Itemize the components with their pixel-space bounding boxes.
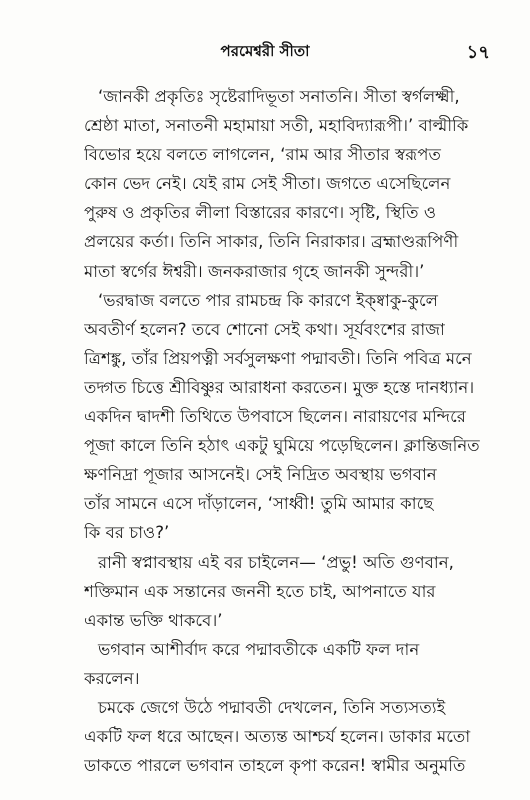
text-line: তদ্গত চিত্তে শ্রীবিষ্ণুর আরাধনা করতেন। মুক্ত হস্তে দানধ্যান। — [84, 377, 475, 397]
text-line: কোন ভেদ নেই। যেই রাম সেই সীতা। জগতে এসেছিলেন — [84, 174, 451, 194]
text-line: পূজা কালে তিনি হঠাৎ একটু ঘুমিয়ে পড়েছিলেন। ক্লান্তিজনিত — [84, 436, 480, 456]
paragraph — [84, 286, 484, 548]
paragraph-first-line: ভগবান আশীর্বাদ করে পদ্মাবতীকে একটি ফল দান — [98, 639, 420, 659]
text-line: শক্তিমান এক সন্তানের জননী হতে চাই, আপনাতে যার — [84, 581, 436, 601]
text-line: অবতীর্ণ হলেন? তবে শোনো সেই কথা। সূর্যবংশের রাজা — [84, 319, 445, 339]
page-number: ১৭ — [466, 42, 490, 63]
paragraph — [84, 635, 484, 693]
paragraph-first-line: চমকে জেগে উঠে পদ্মাবতী দেখলেন, তিনি সত্যসত্যই — [98, 697, 446, 717]
paragraph — [84, 693, 484, 780]
page-header — [0, 36, 530, 66]
paragraph — [84, 548, 484, 635]
text-line: বিভোর হয়ে বলতে লাগলেন, ‘রাম আর সীতার স্বরূপত — [84, 145, 441, 165]
text-line: একদিন দ্বাদশী তিথিতে উপবাসে ছিলেন। নারায়ণের মন্দিরে — [84, 407, 466, 427]
running-title: পরমেশ্বরী সীতা — [220, 42, 310, 60]
paragraph-first-line: রানী স্বপ্নাবস্থায় এই বর চাইলেন— ‘প্রভু! অতি গুণবান, — [98, 552, 454, 572]
text-line: মাতা স্বর্গের ঈশ্বরী। জনকরাজার গৃহে জানকী সুন্দরী।’ — [84, 261, 425, 281]
paragraph-first-line: ‘ভরদ্বাজ বলতে পার রামচন্দ্র কি কারণে ইক্ষ্বাকু-কুলে — [98, 290, 439, 310]
text-line: করলেন। — [84, 668, 140, 688]
text-line: একটি ফল ধরে আছেন। অত্যন্ত আশ্চর্য হলেন। ডাকার মতো — [84, 727, 471, 747]
text-line: কি বর চাও?’ — [84, 523, 170, 543]
text-line: একান্ত ভক্তি থাকবে।’ — [84, 610, 223, 630]
paragraph-first-line: ‘জানকী প্রকৃতিঃ সৃষ্টেরাদিভূতা সনাতনি। সীতা স্বর্গলক্ষ্মী, — [98, 87, 460, 106]
text-line: পুরুষ ও প্রকৃতির লীলা বিস্তারের কারণে। সৃষ্টি, স্থিতি ও — [84, 203, 437, 223]
paragraph — [84, 82, 484, 286]
text-line: প্রলয়ের কর্তা। তিনি সাকার, তিনি নিরাকার। ব্রহ্মাণ্ডরূপিণী — [84, 232, 459, 252]
text-line: ডাকতে পারলে ভগবান তাহলে কৃপা করেন! স্বামীর অনুমতি — [84, 756, 466, 776]
text-line: ত্রিশঙ্কু, তাঁর প্রিয়পত্নী সর্বসুলক্ষণা পদ্মাবতী। তিনি পবিত্র মনে — [84, 348, 472, 368]
text-line: শ্রেষ্ঠা মাতা, সনাতনী মহামায়া সতী, মহাবিদ্যারূপী।’ বাল্মীকি — [84, 116, 469, 136]
body-text — [84, 82, 484, 780]
text-line: ক্ষণনিদ্রা পূজার আসনেই। সেই নিদ্রিত অবস্থায় ভগবান — [84, 465, 437, 485]
text-line: তাঁর সামনে এসে দাঁড়ালেন, ‘সাধ্বী! তুমি আমার কাছে — [84, 494, 434, 514]
